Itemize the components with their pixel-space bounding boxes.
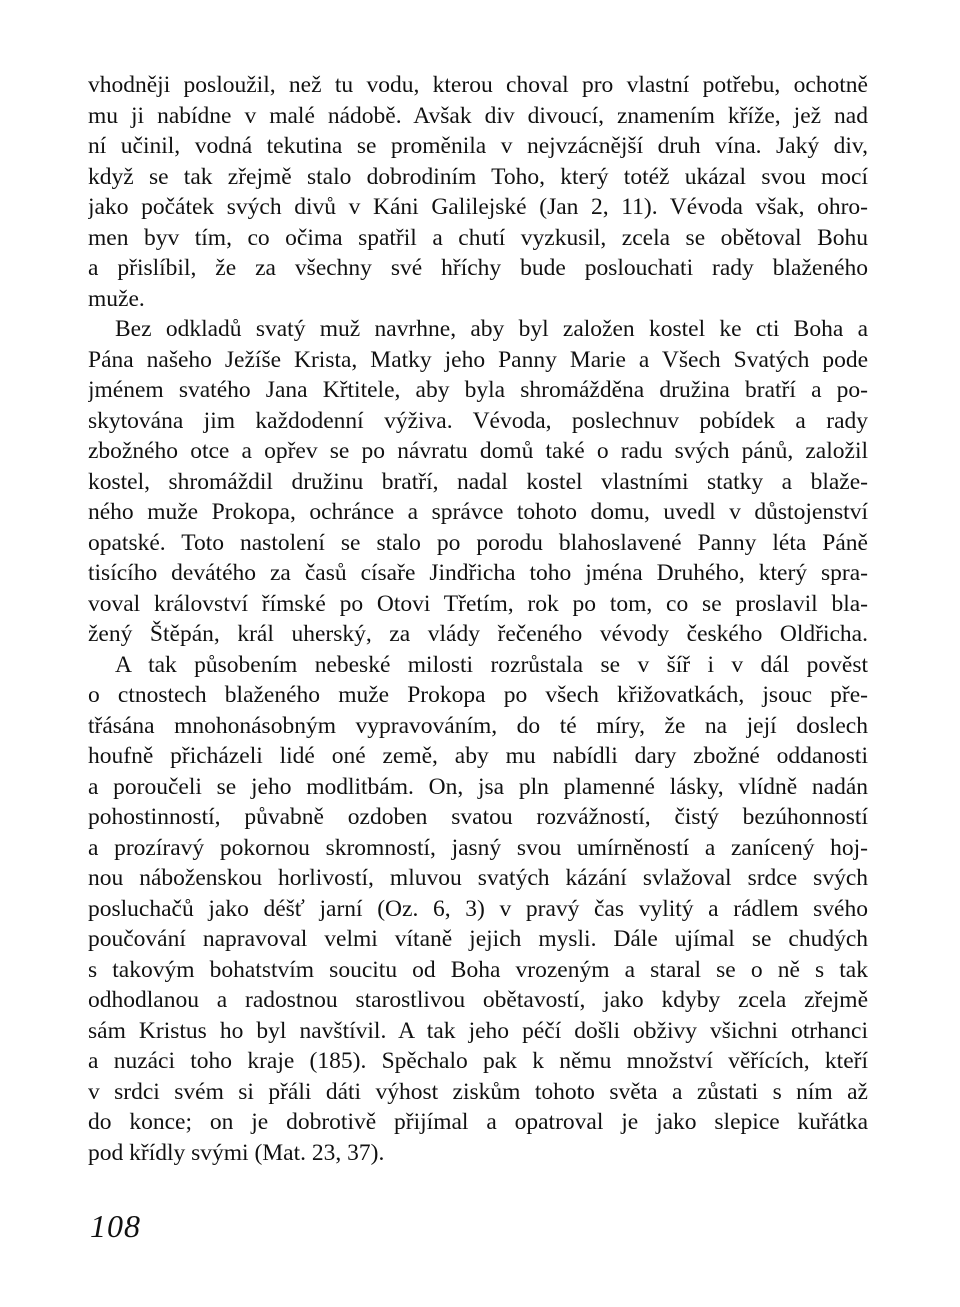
paragraph-start-line: A tak působením nebeské milosti rozrůstala se v šíř i v dál pověst [115,651,868,678]
text-line: sám Kristus ho byl navštívil. A tak jeho péčí došli obživy všichni otrhanci [88,1017,868,1044]
text-line: posluchačů jako déšť jarní (Oz. 6, 3) v pravý čas vylitý a rádlem svého [88,895,868,922]
text-line: s takovým bohatstvím soucitu od Boha vrozeným a staral se o ně s tak [88,956,868,983]
page-body-text [88,70,868,1168]
text-line: men byv tím, co očima spatřil a chutí vyzkusil, zcela se obětoval Bohu [88,224,868,251]
text-line: a poroučeli se jeho modlitbám. On, jsa pln plamenné lásky, vlídně nadán [88,773,868,800]
text-line: houfně přicházeli lidé oné země, aby mu nabídli dary zbožné oddanosti [88,743,868,769]
text-line: skytována jim každodenní výživa. Vévoda, poslechnuv pobídek a rady [88,407,868,434]
text-line: jménem svatého Jana Křtitele, aby byla shromážděna družina bratří a po- [88,377,868,403]
text-line: jako počátek svých divů v Káni Galilejské (Jan 2, 11). Vévoda však, ohro- [88,194,868,220]
text-line: do konce; on je dobrotivě přijímal a opatroval je jako slepice kuřátka [88,1109,868,1135]
text-line: v srdci svém si přáli dáti výhost ziskům tohoto světa a zůstati s ním až [88,1078,868,1105]
paragraph-start-line: Bez odkladů svatý muž navrhne, aby byl založen kostel ke cti Boha a [115,316,868,342]
text-line: odhodlanou a radostnou starostlivou obětavostí, jako kdyby zcela zřejmě [88,987,868,1013]
text-line: vhodněji posloužil, než tu vodu, kterou choval pro vlastní potřebu, ochotně [88,72,868,98]
text-line: ní učinil, vodná tekutina se proměnila v nejvzácnější druh vína. Jaký div, [88,133,868,159]
text-line: nou náboženskou horlivostí, mluvou svatých kázání svlažoval srdce svých [88,865,868,891]
text-line: muže. [88,285,145,312]
text-line: tisícího devátého za časů císaře Jindřicha toho jména Druhého, který spra- [88,560,868,586]
text-line: pod křídly svými (Mat. 23, 37). [88,1139,385,1166]
text-line: mu ji nabídne v malé nádobě. Avšak div divoucí, znamením kříže, jež nad [88,102,868,129]
text-line: třásána mnohonásobným vypravováním, do té míry, že na její doslech [88,712,868,739]
text-line: když se tak zřejmě stalo dobrodiním Toho, který totéž ukázal svou mocí [88,163,868,190]
text-line: a nuzáci toho kraje (185). Spěchalo pak k němu množství věřících, kteří [88,1048,868,1074]
text-line: Pána našeho Ježíše Krista, Matky jeho Panny Marie a Všech Svatých pode [88,346,868,373]
text-line: pohostinností, půvabně ozdoben svatou rozvážností, čistý bezúhonností [88,804,868,830]
text-line: o ctnostech blaženého muže Prokopa po všech křižovatkách, jsouc pře- [88,682,868,708]
text-line: a prozíravý pokornou skromností, jasný svou umírněností a zanícený hoj- [88,834,868,861]
text-line: opatské. Toto nastolení se stalo po porodu blahoslavené Panny léta Páně [88,529,868,556]
text-line: poučování napravoval velmi vítaně jejich mysli. Dále ujímal se chudých [88,926,868,952]
text-line: kostel, shromáždil družinu bratří, nadal kostel vlastními statky a blaže- [88,468,868,495]
page-number: 108 [90,1208,141,1244]
text-line: a přislíbil, že za všechny své hříchy bude poslouchati rady blaženého [88,255,868,281]
text-line: žený Štěpán, král uherský, za vlády řečeného vévody českého Oldřicha. [88,621,868,647]
text-line: voval království římské po Otovi Třetím, rok po tom, co se proslavil bla- [88,590,868,617]
text-line: ného muže Prokopa, ochránce a správce tohoto domu, uvedl v důstojenství [88,499,868,525]
text-line: zbožného otce a opřev se po návratu domů také o radu svých pánů, založil [88,438,868,464]
